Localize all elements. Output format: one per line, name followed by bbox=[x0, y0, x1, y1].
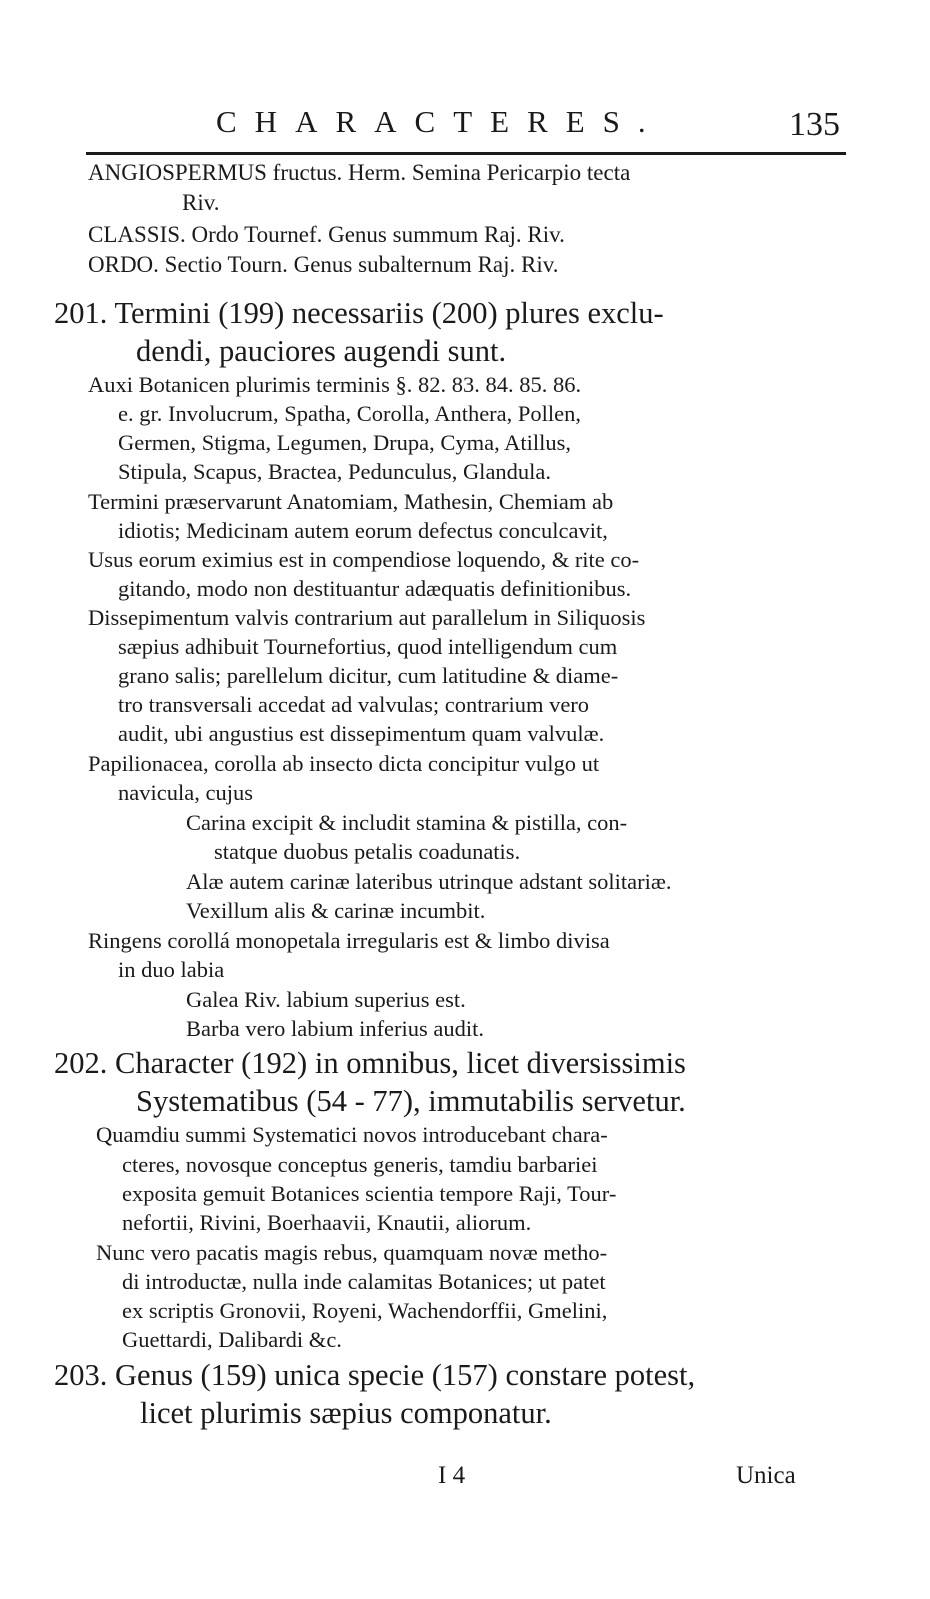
definition-line: Riv. bbox=[182, 190, 220, 215]
page-number: 135 bbox=[789, 106, 840, 143]
signature-mark: I 4 bbox=[438, 1462, 466, 1489]
note-line: Stipula, Scapus, Bractea, Pedunculus, Glandula. bbox=[118, 459, 552, 484]
aphorism-201-line: dendi, pauciores augendi sunt. bbox=[136, 334, 507, 368]
note-line: gitando, modo non destituantur adæquatis definitionibus. bbox=[118, 576, 632, 601]
definition-line: ORDO. Sectio Tourn. Genus subalternum Raj. Riv. bbox=[88, 252, 559, 277]
sub-note-line: Vexillum alis & carinæ incumbit. bbox=[186, 898, 486, 923]
aphorism-202-line: Systematibus (54 - 77), immutabilis servetur. bbox=[136, 1084, 686, 1118]
note-line: idiotis; Medicinam autem eorum defectus conculcavit, bbox=[118, 518, 608, 543]
note-line: cteres, novosque conceptus generis, tamdiu barbariei bbox=[122, 1152, 598, 1177]
note-line: in duo labia bbox=[118, 957, 225, 982]
note-line: Usus eorum eximius est in compendiose loquendo, & rite co- bbox=[88, 547, 640, 572]
aphorism-203-line: licet plurimis sæpius componatur. bbox=[140, 1396, 552, 1430]
note-line: Papilionacea, corolla ab insecto dicta concipitur vulgo ut bbox=[88, 751, 600, 776]
note-line: nefortii, Rivini, Boerhaavii, Knautii, aliorum. bbox=[122, 1210, 532, 1235]
sub-note-line: Galea Riv. labium superius est. bbox=[186, 987, 466, 1012]
note-line: Quamdiu summi Systematici novos introducebant chara- bbox=[96, 1122, 608, 1147]
note-line: Ringens corollá monopetala irregularis est & limbo divisa bbox=[88, 928, 610, 953]
definition-line: CLASSIS. Ordo Tournef. Genus summum Raj. Riv. bbox=[88, 222, 565, 247]
note-line: ex scriptis Gronovii, Royeni, Wachendorffii, Gmelini, bbox=[122, 1298, 608, 1323]
note-line: exposita gemuit Botanices scientia tempore Raji, Tour- bbox=[122, 1181, 617, 1206]
note-line: di introductæ, nulla inde calamitas Botanices; ut patet bbox=[122, 1269, 606, 1294]
aphorism-201-line: 201. Termini (199) necessariis (200) plures exclu- bbox=[54, 296, 664, 330]
note-line: sæpius adhibuit Tournefortius, quod intelligendum cum bbox=[118, 634, 618, 659]
running-title: CHARACTERES. bbox=[216, 104, 664, 139]
sub-note-line: Barba vero labium inferius audit. bbox=[186, 1016, 485, 1041]
note-line: Dissepimentum valvis contrarium aut parallelum in Siliquosis bbox=[88, 605, 646, 630]
note-line: Germen, Stigma, Legumen, Drupa, Cyma, Atillus, bbox=[118, 430, 572, 455]
sub-note-line: statque duobus petalis coadunatis. bbox=[214, 839, 521, 864]
aphorism-202-line: 202. Character (192) in omnibus, licet diversissimis bbox=[54, 1046, 686, 1080]
header-rule bbox=[86, 152, 846, 155]
note-line: Termini præservarunt Anatomiam, Mathesin, Chemiam ab bbox=[88, 489, 614, 514]
note-line: e. gr. Involucrum, Spatha, Corolla, Anthera, Pollen, bbox=[118, 401, 582, 426]
aphorism-203-line: 203. Genus (159) unica specie (157) constare potest, bbox=[54, 1358, 696, 1392]
note-line: Guettardi, Dalibardi &c. bbox=[122, 1327, 342, 1352]
note-line: navicula, cujus bbox=[118, 780, 253, 805]
note-line: Auxi Botanicen plurimis terminis §. 82. 83. 84. 85. 86. bbox=[88, 372, 582, 397]
page-header bbox=[86, 104, 846, 148]
sub-note-line: Alæ autem carinæ lateribus utrinque adstant solitariæ. bbox=[186, 869, 672, 894]
note-line: audit, ubi angustius est dissepimentum quam valvulæ. bbox=[118, 721, 605, 746]
sub-note-line: Carina excipit & includit stamina & pistilla, con- bbox=[186, 810, 628, 835]
note-line: tro transversali accedat ad valvulas; contrarium vero bbox=[118, 692, 590, 717]
note-line: Nunc vero pacatis magis rebus, quamquam novæ metho- bbox=[96, 1240, 608, 1265]
note-line: grano salis; parellelum dicitur, cum latitudine & diame- bbox=[118, 663, 619, 688]
catchword: Unica bbox=[736, 1462, 796, 1489]
definition-line: ANGIOSPERMUS fructus. Herm. Semina Pericarpio tecta bbox=[88, 160, 631, 185]
